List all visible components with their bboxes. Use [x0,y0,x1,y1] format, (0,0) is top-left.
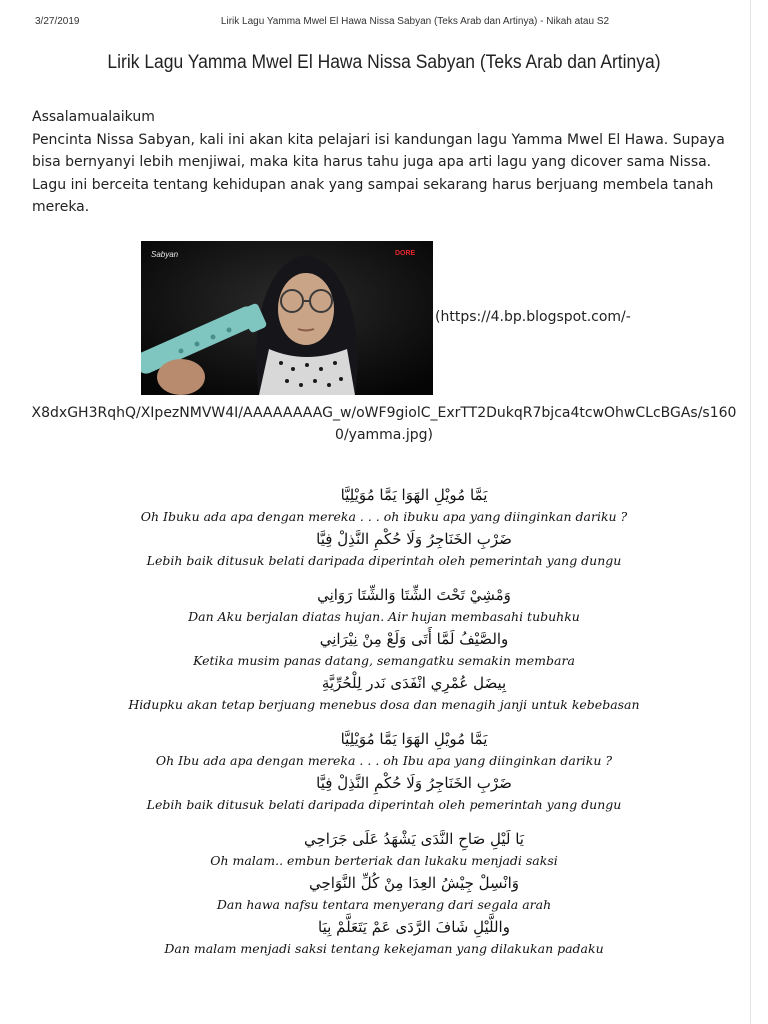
video-thumbnail[interactable] [141,241,433,395]
translation-line: Dan malam menjadi saksi tentang kekejaman yang dilakukan padaku [164,941,604,956]
translation-line: Oh Ibu ada apa dengan mereka . . . oh Ibu apa yang diinginkan dariku ? [155,753,613,768]
article-intro [32,106,736,219]
stanza-2 [0,584,768,716]
arabic-line: يَمَّا مُويْلِ الهَوَا يَمَّا مُوَيْلِيَّا [340,486,488,504]
translation-line: Lebih baik ditusuk belati daripada diperintah oleh pemerintah yang dungu [146,553,622,568]
arabic-line: يَا لَيْلِ صَاحِ النَّدَى يَشْهَدُ عَلَى جَرَاحِي [304,830,524,848]
translation-line: Dan Aku berjalan diatas hujan. Air hujan membasahi tubuhku [188,609,580,624]
translation-line: Oh malam.. embun berteriak dan lukaku menjadi saksi [210,853,558,868]
arabic-line: وَانْسِلْ جِيْشُ العِدَا مِنْ كُلِّ النَّوَاحِي [308,874,519,892]
arabic-line: وَمْشِيْ تَحْتَ الشِّتَا وَالشِّتَا رَوَانِي [317,586,511,604]
singer-photo-illustration [141,241,433,395]
channel-logo: Sabyan [151,250,179,259]
greeting-text: Assalamualaikum [32,109,155,125]
stanza-3 [0,728,768,816]
translation-line: Ketika musim panas datang, semangatku semakin membara [193,653,575,668]
translation-line: Dan hawa nafsu tentara menyerang dari segala arah [216,897,552,912]
article-title: Lirik Lagu Yamma Mwel El Hawa Nissa Sabyan (Teks Arab dan Artinya) [107,52,661,73]
translation-line: Lebih baik ditusuk belati daripada diperintah oleh pemerintah yang dungu [146,797,622,812]
channel-badge: DORE [395,250,416,257]
arabic-line: والصَّيْفُ لَمَّا أَتَى وَلَعْ مِنْ نِيْرَانِي [319,630,509,648]
intro-paragraph: Pencinta Nissa Sabyan, kali ini akan kita pelajari isi kandungan lagu Yamma Mwel El Hawa. Supaya bisa bernyanyi lebih menjiwai, maka kita harus tahu juga apa arti lagu yang dicover sama Nissa. Lagu ini berceita tentang kehidupan anak yang sampai sekarang harus berjuang membela tanah mereka. [32,131,725,215]
image-link-part1[interactable]: (https://4.bp.blogspot.com/- [435,309,631,325]
arabic-line: ضَرْبِ الخَنَاجِرُ وَلَا حُكْمِ النَّذِلْ فِيَّا [316,774,512,792]
arabic-line: واللَّيْلِ شَافَ الرَّدَى عَمْ يَتَعَلَّمْ بِيَا [318,918,510,936]
lyrics-block [0,484,768,972]
translation-line: Oh Ibuku ada apa dengan mereka . . . oh ibuku apa yang diinginkan dariku ? [140,509,628,524]
print-date: 3/27/2019 [35,16,80,27]
stanza-4 [0,828,768,960]
stanza-1 [0,484,768,572]
image-link-part2[interactable]: X8dxGH3RqhQ/XIpezNMVW4I/AAAAAAAAG_w/oWF9giolC_ExrTT2DukqR7bjca4tcwOhwCLcBGAs/s1600/yamma.jpg) [31,405,737,443]
arabic-line: يَمَّا مُويْلِ الهَوَا يَمَّا مُوَيْلِيَّا [340,730,488,748]
translation-line: Hidupku akan tetap berjuang menebus dosa dan menagih janji untuk kebebasan [128,697,640,712]
arabic-line: بِيضَل عُمْرِي انْفَدَى نَدر لِلْحُرِّيَّةِ [321,674,507,692]
arabic-line: ضَرْبِ الخَنَاجِرُ وَلَا حُكْمِ النَّذِلْ فِيَّا [316,530,512,548]
print-page-title: Lirik Lagu Yamma Mwel El Hawa Nissa Sabyan (Teks Arab dan Artinya) - Nikah atau S2 [220,16,610,27]
